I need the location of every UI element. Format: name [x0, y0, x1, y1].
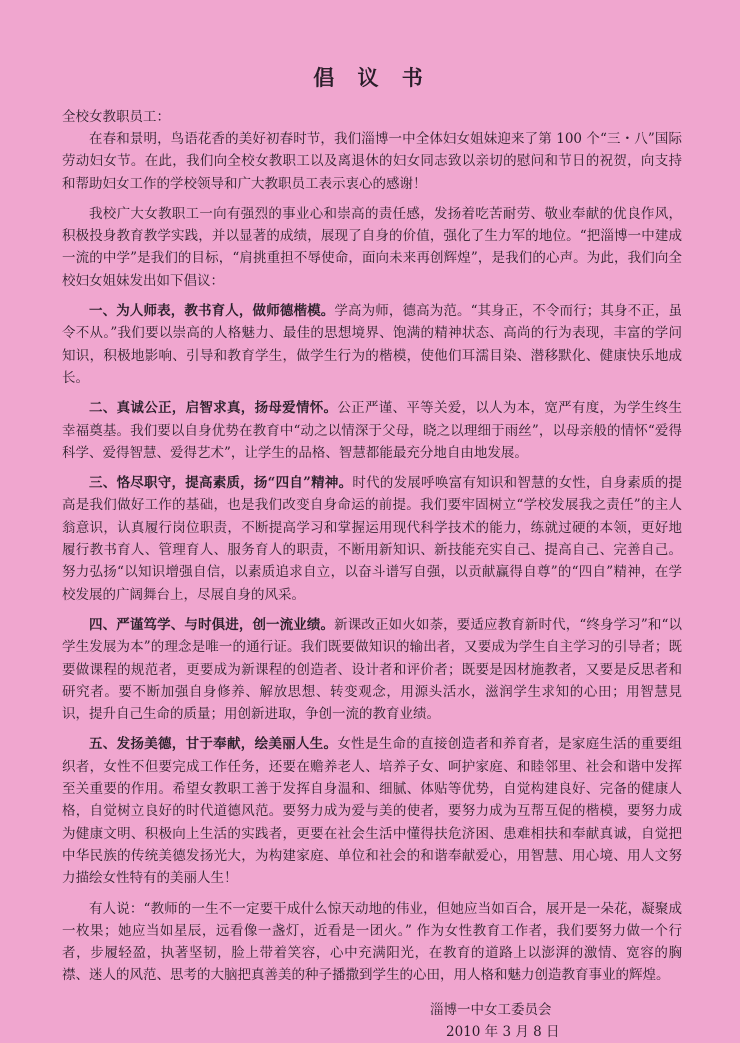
signature-organization: 淄博一中女工委员会: [430, 1001, 552, 1018]
paragraph-text: 在春和景明，鸟语花香的美好初春时节，我们淄博一中全体妇女姐妹迎来了第 100 个“三・八”国际劳动妇女节。在此，我们向全校女教职工以及离退休的妇女同志致以亲切的慰问和节日的祝贺，向支持和帮助妇女工作的学校领导和广大教职员工表示衷心的感谢！: [62, 131, 682, 192]
paragraph-text: 公正严谨、平等关爱，以人为本，宽严有度，为学生终生幸福奠基。我们要以自身优势在教育中“动之以情深于父母，晓之以理细于雨丝”，以母亲般的情怀“爱得科学、爱得智慧、爱得艺术”，让学生的品格、智慧都能最充分地自由地发展。: [62, 400, 683, 461]
paragraph-text: 新课改正如火如荼，要适应教育新时代，“终身学习”和“以学生发展为本”的理念是唯一的通行证。我们既要做知识的输出者，又要成为学生自主学习的引导者；既要做课程的规范者，更要成为新课程的创造者、设计者和评价者；既要是因材施教者，又要是反思者和研究者。要不断加强自身修养、解放思想、转变观念，用源头活水，滋润学生求知的心田；用智慧見识，提升自己生命的质量；用创新进取，争创一流的教育业绩。: [62, 616, 682, 723]
paragraph-intro: [62, 128, 682, 195]
proposal-heading: 三、恪尽职守，提高素质，扬“四自”精神。: [89, 475, 353, 492]
proposal-3: [62, 472, 682, 606]
proposal-1: [62, 300, 682, 389]
signature-block: [62, 999, 682, 1043]
proposal-4: [62, 614, 682, 725]
paragraph-text: 我校广大女教职工一向有强烈的事业心和崇高的责任感，发扬着吃苦耐劳、敬业奉献的优良作风，积极投身教育教学实践，并以显著的成绩，展现了自身的价值，强化了生力军的地位。“把淄博一中建成一流的中学”是我们的目标，“肩挑重担不辱使命，面向未来再创辉煌”，是我们的心声。为此，我们向全校妇女姐妹发出如下倡议：: [62, 205, 682, 289]
salutation: 全校女教职员工：: [62, 109, 170, 125]
signature-date: 2010 年 3 月 8 日: [446, 1023, 560, 1040]
paragraph-closing: [62, 898, 682, 987]
paragraph-text: 女性是生命的直接创造者和养育者，是家庭生活的重要组织者，女性不但要完成工作任务，还要在赡养老人、培养子女、呵护家庭、和睦邻里、社会和谐中发挥至关重要的作用。希望女教职工善于发挥自身温和、细腻、体贴等优势，自觉构建良好、完备的健康人格，自觉树立良好的时代道德风范。要努力成为爱与美的使者，要努力成为互帮互促的楷模，要努力成为健康文明、积极向上生活的实践者，更要在社会生活中懂得扶危济困、患难相扶和奉献真诚，自觉把中华民族的传统美德发扬光大，为构建家庭、单位和社会的和谐奉献爱心，用智慧、用心境、用人文努力描绘女性特有的美丽人生！: [62, 736, 683, 887]
document-title: 倡 议 书: [313, 65, 431, 90]
proposal-2: [62, 397, 682, 464]
paragraph-text: 时代的发展呼唤富有知识和智慧的女性，自身素质的提高是我们做好工作的基础，也是我们改变自身命运的前提。我们要牢固树立“学校发展我之责任”的主人翁意识，认真履行岗位职责，不断提高学习和掌握运用现代科学技术的能力，练就过硬的本领，更好地履行教书育人、管理育人、服务育人的职责，不断用新知识、新技能充实自己、提高自己、完善自己。努力弘扬“以知识增强自信，以素质追求自立，以奋斗谱写自强，以贡献赢得自尊”的“四自”精神，在学校发展的广阔舞台上，尽展自身的风采。: [62, 475, 683, 603]
proposal-heading: 五、发扬美德，甘于奉献，绘美丽人生。: [89, 736, 338, 753]
proposal-heading: 二、真诚公正，启智求真，扬母爱情怀。: [89, 400, 338, 417]
paragraph-context: [62, 203, 682, 292]
proposal-heading: 一、为人师表，教书育人，做师德楷模。: [89, 303, 335, 320]
proposal-5: [62, 733, 682, 889]
paragraph-text: 学高为师，德高为范。“其身正，不令而行；其身不正，虽令不从。”我们要以崇高的人格魅力、最佳的思想境界、饱满的精神状态、高尚的行为表现，丰富的学问知识，积极地影响、引导和教育学生，做学生行为的楷模，使他们耳濡目染、潜移默化、健康快乐地成长。: [62, 303, 682, 386]
paragraph-text: 有人说：“教师的一生不一定要干成什么惊天动地的伟业，但她应当如百合，展开是一朵花，凝聚成一枚果；她应当如星辰，远看像一盏灯，近看是一团火。” 作为女性教育工作者，我们要努力做一个行者，步履轻盈，执著坚韧，脸上带着笑容，心中充满阳光，在教育的道路上以澎湃的激情、宽容的胸襟、迷人的风范、思考的大脑把真善美的种子播撒到学生的心田，用人格和魅力创造教育事业的辉煌。: [62, 900, 682, 984]
proposal-heading: 四、严谨笃学、与时俱进，创一流业绩。: [89, 616, 335, 633]
